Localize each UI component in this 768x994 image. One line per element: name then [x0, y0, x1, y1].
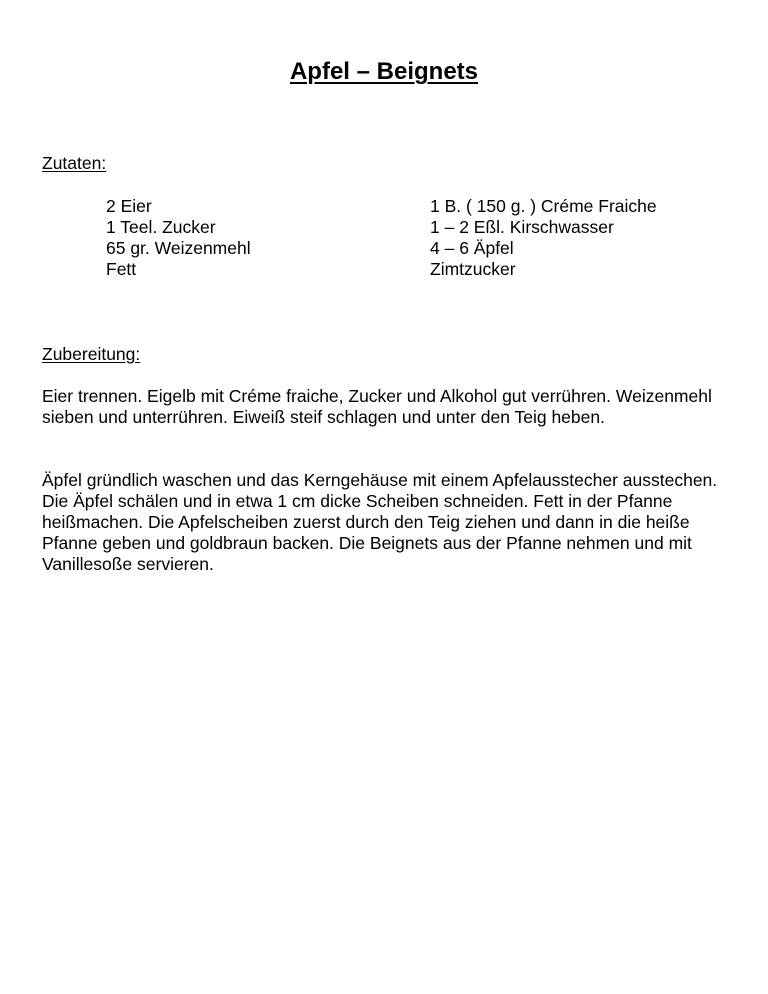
ingredients-list-left	[106, 196, 251, 280]
preparation-paragraph: Äpfel gründlich waschen und das Kerngehäuse mit einem Apfelausstecher ausstechen. Die Äpfel schälen und in etwa 1 cm dicke Scheiben schneiden. Fett in der Pfanne heißmachen. Die Apfelscheiben zuerst durch den Teig ziehen und dann in die heiße Pfanne geben und goldbraun backen. Die Beignets aus der Pfanne nehmen und mit Vanillesoße servieren.	[42, 470, 718, 574]
ingredient-item: 2 Eier	[106, 196, 152, 216]
preparation-paragraph: Eier trennen. Eigelb mit Créme fraiche, Zucker und Alkohol gut verrühren. Weizenmehl sieben und unterrühren. Eiweiß steif schlagen und unter den Teig heben.	[42, 386, 712, 427]
ingredient-item: 65 gr. Weizenmehl	[106, 238, 251, 258]
preparation-heading: Zubereitung:	[42, 344, 141, 364]
ingredient-item: Fett	[106, 259, 137, 279]
recipe-title: Apfel – Beignets	[289, 58, 479, 85]
ingredients-heading: Zutaten:	[42, 153, 107, 173]
ingredient-item: 1 B. ( 150 g. ) Créme Fraiche	[430, 196, 657, 216]
ingredient-item: 4 – 6 Äpfel	[430, 238, 514, 258]
ingredient-item: 1 Teel. Zucker	[106, 217, 216, 237]
ingredients-list-right	[430, 196, 657, 280]
ingredient-item: Zimtzucker	[430, 259, 516, 279]
ingredient-item: 1 – 2 Eßl. Kirschwasser	[430, 217, 614, 237]
